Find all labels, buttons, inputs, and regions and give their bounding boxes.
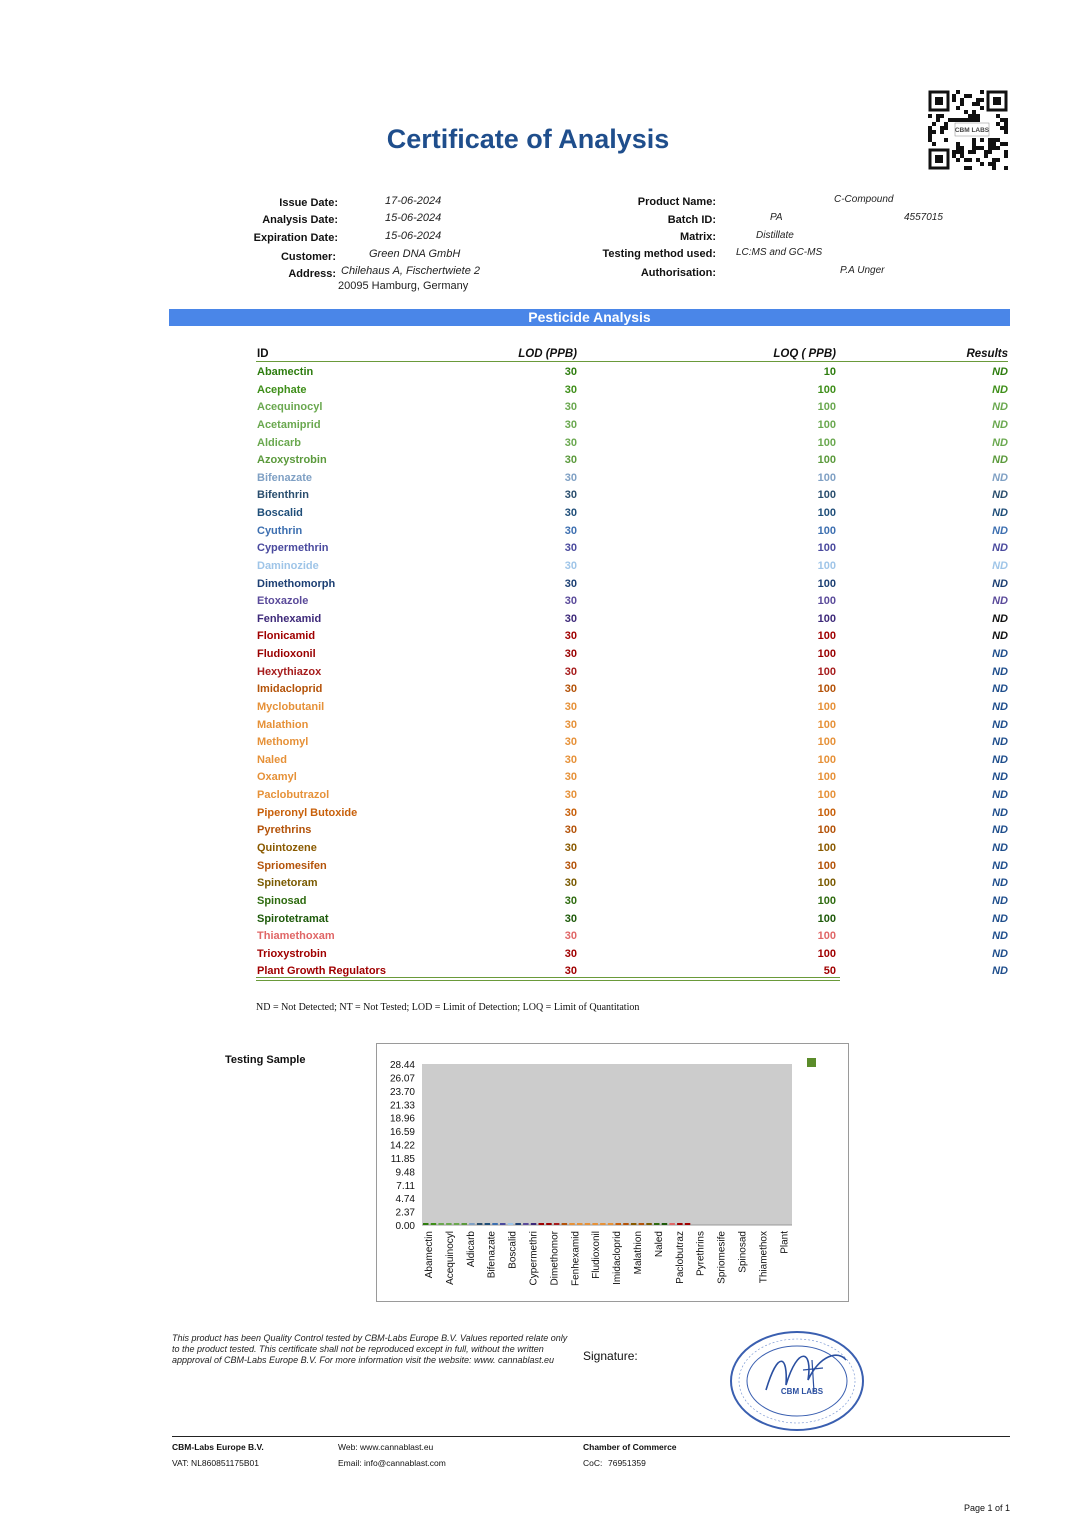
table-row: [0, 419, 1080, 437]
loq-value: 100: [817, 559, 836, 572]
table-bottom-rule: [256, 977, 840, 981]
bar-spriomesifen: [639, 1223, 645, 1225]
y-tick-label: 4.74: [395, 1194, 415, 1206]
website-link[interactable]: Web: www.cannablast.eu: [338, 1442, 434, 1452]
lod-value: 30: [564, 894, 577, 907]
y-tick-label: 18.96: [389, 1113, 415, 1125]
result-value: ND: [992, 489, 1008, 502]
bar-dimethomorph: [515, 1223, 521, 1225]
x-tick-label: Spriomesife: [716, 1231, 728, 1284]
lod-value: 30: [564, 859, 577, 872]
x-tick-label: Abamectin: [424, 1231, 435, 1279]
product-name-value: C-Compound: [834, 194, 894, 205]
lod-value: 30: [564, 542, 577, 555]
column-header-lod: LOD (PPB): [518, 348, 577, 360]
loq-value: 100: [817, 736, 836, 749]
table-row: [0, 842, 1080, 860]
table-row: [0, 613, 1080, 631]
loq-value: 100: [817, 700, 836, 713]
lod-value: 30: [564, 930, 577, 943]
loq-value: 100: [817, 542, 836, 555]
y-tick-label: 2.37: [395, 1207, 415, 1219]
result-value: ND: [992, 842, 1008, 854]
coc-number: 76951359: [608, 1458, 646, 1468]
bar-quintozene: [631, 1223, 637, 1225]
result-value: ND: [992, 947, 1008, 960]
table-row: [0, 860, 1080, 878]
table-row: [0, 578, 1080, 596]
loq-value: 100: [817, 824, 836, 837]
table-row: [0, 454, 1080, 472]
loq-value: 100: [817, 877, 836, 890]
column-header-results: Results: [966, 348, 1008, 360]
table-row: [0, 930, 1080, 948]
loq-value: 100: [817, 753, 836, 766]
pesticide-name: Abamectin: [257, 366, 314, 378]
lod-value: 30: [564, 912, 577, 925]
lod-value: 30: [564, 789, 577, 802]
pesticide-name: Quintozene: [257, 842, 317, 854]
bar-trioxystrobin: [677, 1223, 683, 1225]
bar-azoxystrobin: [462, 1223, 468, 1225]
x-tick-label: Thiamethox: [758, 1231, 770, 1284]
bar-naled: [592, 1223, 598, 1225]
email-link[interactable]: Email: info@cannablast.com: [338, 1458, 446, 1468]
bar-thiamethoxam: [669, 1223, 675, 1225]
lod-value: 30: [564, 630, 577, 643]
bar-oxamyl: [600, 1223, 606, 1225]
lod-value: 30: [564, 559, 577, 572]
pesticide-name: Cypermethrin: [257, 542, 329, 555]
address-line1: Chilehaus A, Fischertwiete 2: [341, 265, 480, 277]
bar-abamectin: [423, 1223, 429, 1225]
y-tick-label: 11.85: [390, 1153, 415, 1165]
lod-value: 30: [564, 947, 577, 960]
loq-value: 100: [817, 383, 836, 396]
page-number: Page 1 of 1: [964, 1503, 1011, 1513]
authorisation-value: P.A Unger: [840, 265, 885, 276]
pesticide-name: Myclobutanil: [257, 700, 325, 713]
testing-method-value: LC:MS and GC-MS: [736, 247, 823, 258]
lod-value: 30: [564, 683, 577, 696]
lod-value: 30: [564, 718, 577, 731]
table-row: [0, 630, 1080, 648]
loq-value: 100: [817, 842, 836, 854]
pesticide-name: Azoxystrobin: [257, 454, 327, 467]
product-name-label: Product Name:: [637, 196, 716, 208]
issue-date-value: 17-06-2024: [385, 195, 442, 207]
pesticide-name: Dimethomorph: [257, 577, 336, 590]
column-header-loq: LOQ ( PPB): [773, 348, 836, 360]
loq-value: 100: [817, 436, 836, 449]
lod-value: 30: [564, 436, 577, 449]
disclaimer-text: This product has been Quality Control tested by CBM-Labs Europe B.V. Values reported relate only to the product tested. This certificate shall not be reproduced except in full, without the written appproval of CBM-Labs Europe B.V. For more information visit the website: www. cannablast.eu: [172, 1333, 568, 1365]
bar-acequinocyl: [438, 1223, 444, 1225]
bar-flonicamid: [539, 1223, 545, 1225]
chart-label: Testing Sample: [225, 1054, 306, 1066]
table-row: [0, 771, 1080, 789]
loq-value: 10: [823, 366, 836, 378]
loq-value: 100: [817, 683, 836, 696]
y-tick-label: 0.00: [395, 1221, 415, 1232]
table-row: [0, 366, 1080, 384]
pesticide-name: Daminozide: [257, 559, 319, 572]
loq-value: 100: [817, 630, 836, 643]
x-tick-label: Malathion: [633, 1231, 644, 1275]
x-tick-label: Fenhexamid: [570, 1231, 582, 1287]
section-title: Pesticide Analysis: [169, 309, 1010, 326]
loq-value: 100: [817, 912, 836, 925]
pesticide-name: Hexythiazox: [257, 665, 322, 678]
abbreviation-legend: ND = Not Detected; NT = Not Tested; LOD = Limit of Detection; LOQ = Limit of Quantitation: [256, 1002, 640, 1013]
bar-plant-growth-regulators: [685, 1223, 691, 1225]
result-value: ND: [992, 771, 1008, 784]
table-row: [0, 877, 1080, 895]
legend-swatch: [807, 1058, 816, 1067]
loq-value: 100: [817, 947, 836, 960]
result-value: ND: [992, 859, 1008, 872]
loq-value: 100: [817, 595, 836, 608]
result-value: ND: [992, 542, 1008, 555]
pesticide-name: Methomyl: [257, 736, 309, 749]
y-tick-label: 9.48: [395, 1167, 415, 1179]
lod-value: 30: [564, 524, 577, 537]
x-tick-label: Plant: [779, 1231, 791, 1254]
pesticide-name: Trioxystrobin: [257, 947, 327, 960]
table-row: [0, 736, 1080, 754]
bar-methomyl: [585, 1223, 591, 1225]
pesticide-name: Imidacloprid: [257, 683, 323, 696]
lod-value: 30: [564, 753, 577, 766]
bar-spinetoram: [646, 1223, 652, 1225]
table-row: [0, 701, 1080, 719]
lod-value: 30: [564, 418, 577, 431]
loq-value: 100: [817, 454, 836, 467]
result-value: ND: [992, 753, 1008, 766]
pesticide-name: Naled: [257, 753, 287, 766]
y-tick-label: 14.22: [389, 1140, 415, 1152]
chamber-label: Chamber of Commerce: [583, 1442, 677, 1452]
result-value: ND: [992, 595, 1008, 608]
plot-area: [422, 1064, 792, 1225]
bar-fenhexamid: [531, 1223, 537, 1225]
table-row: [0, 754, 1080, 772]
table-row: [0, 895, 1080, 913]
loq-value: 100: [817, 507, 836, 520]
loq-value: 100: [817, 471, 836, 484]
pesticide-name: Bifenthrin: [257, 489, 309, 502]
x-tick-label: Imidacloprid: [612, 1231, 624, 1285]
bar-fludioxonil: [546, 1223, 552, 1225]
result-value: ND: [992, 736, 1008, 749]
lod-value: 30: [564, 806, 577, 819]
result-value: ND: [992, 648, 1008, 661]
coc-label: CoC:: [583, 1458, 603, 1468]
footer-rule: [172, 1436, 1010, 1437]
pesticide-name: Spirotetramat: [257, 912, 329, 925]
lod-value: 30: [564, 877, 577, 890]
pesticide-name: Fludioxonil: [257, 648, 316, 661]
analysis-date-value: 15-06-2024: [385, 212, 442, 224]
table-row: [0, 472, 1080, 490]
address-label: Address:: [288, 268, 336, 280]
result-value: ND: [992, 383, 1008, 396]
x-tick-label: Cypermethri: [528, 1231, 540, 1286]
result-value: ND: [992, 806, 1008, 819]
result-value: ND: [992, 700, 1008, 713]
x-tick-label: Pyrethrins: [695, 1231, 707, 1277]
result-value: ND: [992, 912, 1008, 925]
table-row: [0, 789, 1080, 807]
result-value: ND: [992, 418, 1008, 431]
company-stamp-icon: [728, 1330, 866, 1432]
lod-value: 30: [564, 454, 577, 467]
lod-value: 30: [564, 648, 577, 661]
table-row: [0, 666, 1080, 684]
pesticide-name: Spinosad: [257, 894, 307, 907]
lod-value: 30: [564, 771, 577, 784]
bar-paclobutrazol: [608, 1223, 614, 1225]
qr-label: CBM LABS: [954, 127, 990, 134]
pesticide-name: Spinetoram: [257, 877, 318, 890]
result-value: ND: [992, 454, 1008, 467]
bar-myclobutanil: [569, 1223, 575, 1225]
lod-value: 30: [564, 577, 577, 590]
customer-value: Green DNA GmbH: [369, 248, 461, 260]
customer-label: Customer:: [280, 251, 336, 263]
result-value: ND: [992, 718, 1008, 731]
y-tick-label: 7.11: [396, 1180, 415, 1192]
result-value: ND: [992, 401, 1008, 414]
result-value: ND: [992, 612, 1008, 625]
bar-hexythiazox: [554, 1223, 560, 1225]
table-row: [0, 595, 1080, 613]
result-value: ND: [992, 789, 1008, 802]
result-value: ND: [992, 630, 1008, 643]
lod-value: 30: [564, 383, 577, 396]
expiration-date-label: Expiration Date:: [253, 232, 338, 244]
y-tick-label: 26.07: [389, 1073, 415, 1085]
pesticide-name: Etoxazole: [257, 595, 309, 608]
lod-value: 30: [564, 401, 577, 414]
table-row: [0, 683, 1080, 701]
pesticide-name: Spriomesifen: [257, 859, 327, 872]
analysis-date-label: Analysis Date:: [262, 214, 338, 226]
loq-value: 100: [817, 930, 836, 943]
loq-value: 100: [817, 789, 836, 802]
lod-value: 30: [564, 489, 577, 502]
result-value: ND: [992, 824, 1008, 837]
pesticide-name: Bifenazate: [257, 471, 313, 484]
loq-value: 100: [817, 612, 836, 625]
pesticide-name: Pyrethrins: [257, 824, 312, 837]
x-tick-label: Boscalid: [507, 1231, 519, 1269]
y-tick-label: 23.70: [389, 1086, 415, 1098]
authorisation-label: Authorisation:: [640, 267, 716, 279]
loq-value: 100: [817, 859, 836, 872]
bar-spinosad: [654, 1223, 660, 1225]
y-tick-label: 16.59: [389, 1127, 415, 1139]
bar-boscalid: [485, 1223, 491, 1225]
lod-value: 30: [564, 842, 577, 854]
pesticide-name: Cyuthrin: [257, 524, 303, 537]
bar-bifenazate: [469, 1223, 475, 1225]
x-tick-label: Fludioxonil: [591, 1231, 603, 1279]
table-row: [0, 507, 1080, 525]
table-row: [0, 719, 1080, 737]
company-name: CBM-Labs Europe B.V.: [172, 1442, 264, 1452]
x-tick-label: Spinosad: [737, 1231, 749, 1273]
matrix-label: Matrix:: [679, 231, 716, 243]
lod-value: 30: [564, 965, 577, 978]
lod-value: 30: [564, 736, 577, 749]
result-value: ND: [992, 665, 1008, 678]
x-tick-label: Naled: [653, 1231, 665, 1258]
signature-label: Signature:: [583, 1349, 638, 1363]
header-divider: [256, 361, 1008, 362]
table-row: [0, 560, 1080, 578]
result-value: ND: [992, 524, 1008, 537]
result-value: ND: [992, 965, 1008, 978]
result-value: ND: [992, 507, 1008, 520]
result-value: ND: [992, 559, 1008, 572]
result-value: ND: [992, 436, 1008, 449]
bar-pyrethrins: [623, 1223, 629, 1225]
stamp-text: CBM LABS: [780, 1387, 824, 1396]
pesticide-name: Malathion: [257, 718, 309, 731]
lod-value: 30: [564, 700, 577, 713]
expiration-date-value: 15-06-2024: [385, 230, 442, 242]
loq-value: 100: [817, 806, 836, 819]
address-line2: 20095 Hamburg, Germany: [338, 280, 469, 292]
loq-value: 100: [817, 401, 836, 414]
pesticide-name: Acetamiprid: [257, 418, 321, 431]
qr-code-icon: [928, 90, 1008, 170]
table-row: [0, 542, 1080, 560]
testing-method-label: Testing method used:: [602, 248, 716, 260]
lod-value: 30: [564, 471, 577, 484]
loq-value: 100: [817, 489, 836, 502]
page-title: Certificate of Analysis: [386, 124, 670, 154]
lod-value: 30: [564, 665, 577, 678]
pesticide-name: Thiamethoxam: [257, 930, 335, 943]
loq-value: 100: [817, 648, 836, 661]
result-value: ND: [992, 471, 1008, 484]
bar-acephate: [431, 1223, 437, 1225]
result-value: ND: [992, 877, 1008, 890]
pesticide-name: Boscalid: [257, 507, 303, 520]
column-header-id: ID: [257, 348, 269, 360]
batch-id-label: Batch ID:: [667, 214, 716, 226]
bar-malathion: [577, 1223, 583, 1225]
bar-imidacloprid: [562, 1223, 568, 1225]
y-tick-label: 21.33: [389, 1100, 415, 1112]
loq-value: 50: [823, 965, 836, 978]
issue-date-label: Issue Date:: [279, 197, 338, 209]
loq-value: 100: [817, 894, 836, 907]
bar-aldicarb: [454, 1223, 460, 1225]
pesticide-name: Aldicarb: [257, 436, 302, 449]
table-row: [0, 489, 1080, 507]
loq-value: 100: [817, 524, 836, 537]
table-row: [0, 913, 1080, 931]
pesticide-name: Flonicamid: [257, 630, 316, 643]
table-row: [0, 437, 1080, 455]
result-value: ND: [992, 577, 1008, 590]
pesticide-name: Acephate: [257, 383, 307, 396]
pesticide-name: Paclobutrazol: [257, 789, 330, 802]
table-row: [0, 648, 1080, 666]
result-value: ND: [992, 894, 1008, 907]
bar-piperonyl-butoxide: [616, 1223, 622, 1225]
x-tick-label: Bifenazate: [486, 1231, 498, 1279]
lod-value: 30: [564, 595, 577, 608]
vat-number: VAT: NL860851175B01: [172, 1458, 259, 1468]
bar-bifenthrin: [477, 1223, 483, 1225]
loq-value: 100: [817, 577, 836, 590]
chart-frame: [376, 1043, 849, 1302]
lod-value: 30: [564, 824, 577, 837]
bar-etoxazole: [523, 1223, 529, 1225]
bar-cypermethrin: [500, 1223, 506, 1225]
matrix-value: Distillate: [756, 230, 794, 241]
loq-value: 100: [817, 718, 836, 731]
pesticide-name: Acequinocyl: [257, 401, 323, 414]
loq-value: 100: [817, 771, 836, 784]
x-tick-label: Acequinocyl: [444, 1231, 456, 1285]
bar-cyuthrin: [492, 1223, 498, 1225]
y-tick-label: 28.44: [389, 1060, 415, 1071]
loq-value: 100: [817, 418, 836, 431]
table-row: [0, 525, 1080, 543]
table-row: [0, 824, 1080, 842]
pesticide-name: Piperonyl Butoxide: [257, 806, 358, 819]
x-tick-label: Aldicarb: [465, 1231, 477, 1268]
lod-value: 30: [564, 507, 577, 520]
pesticide-name: Plant Growth Regulators: [257, 965, 386, 978]
table-row: [0, 384, 1080, 402]
pesticide-name: Oxamyl: [257, 771, 297, 784]
x-tick-label: Paclobutraz: [674, 1231, 686, 1284]
table-row: [0, 401, 1080, 419]
result-value: ND: [992, 683, 1008, 696]
loq-value: 100: [817, 665, 836, 678]
bar-spirotetramat: [662, 1223, 668, 1225]
table-row: [0, 807, 1080, 825]
bar-daminozide: [508, 1223, 514, 1225]
testing-sample-chart: [377, 1044, 848, 1301]
table-row: [0, 948, 1080, 966]
result-value: ND: [992, 930, 1008, 943]
x-tick-label: Dimethomor: [549, 1231, 561, 1286]
bar-acetamiprid: [446, 1223, 452, 1225]
batch-id-prefix: PA: [770, 212, 783, 223]
lod-value: 30: [564, 612, 577, 625]
batch-id-value: 4557015: [904, 212, 943, 223]
lod-value: 30: [564, 366, 577, 378]
pesticide-name: Fenhexamid: [257, 612, 322, 625]
result-value: ND: [992, 366, 1008, 378]
